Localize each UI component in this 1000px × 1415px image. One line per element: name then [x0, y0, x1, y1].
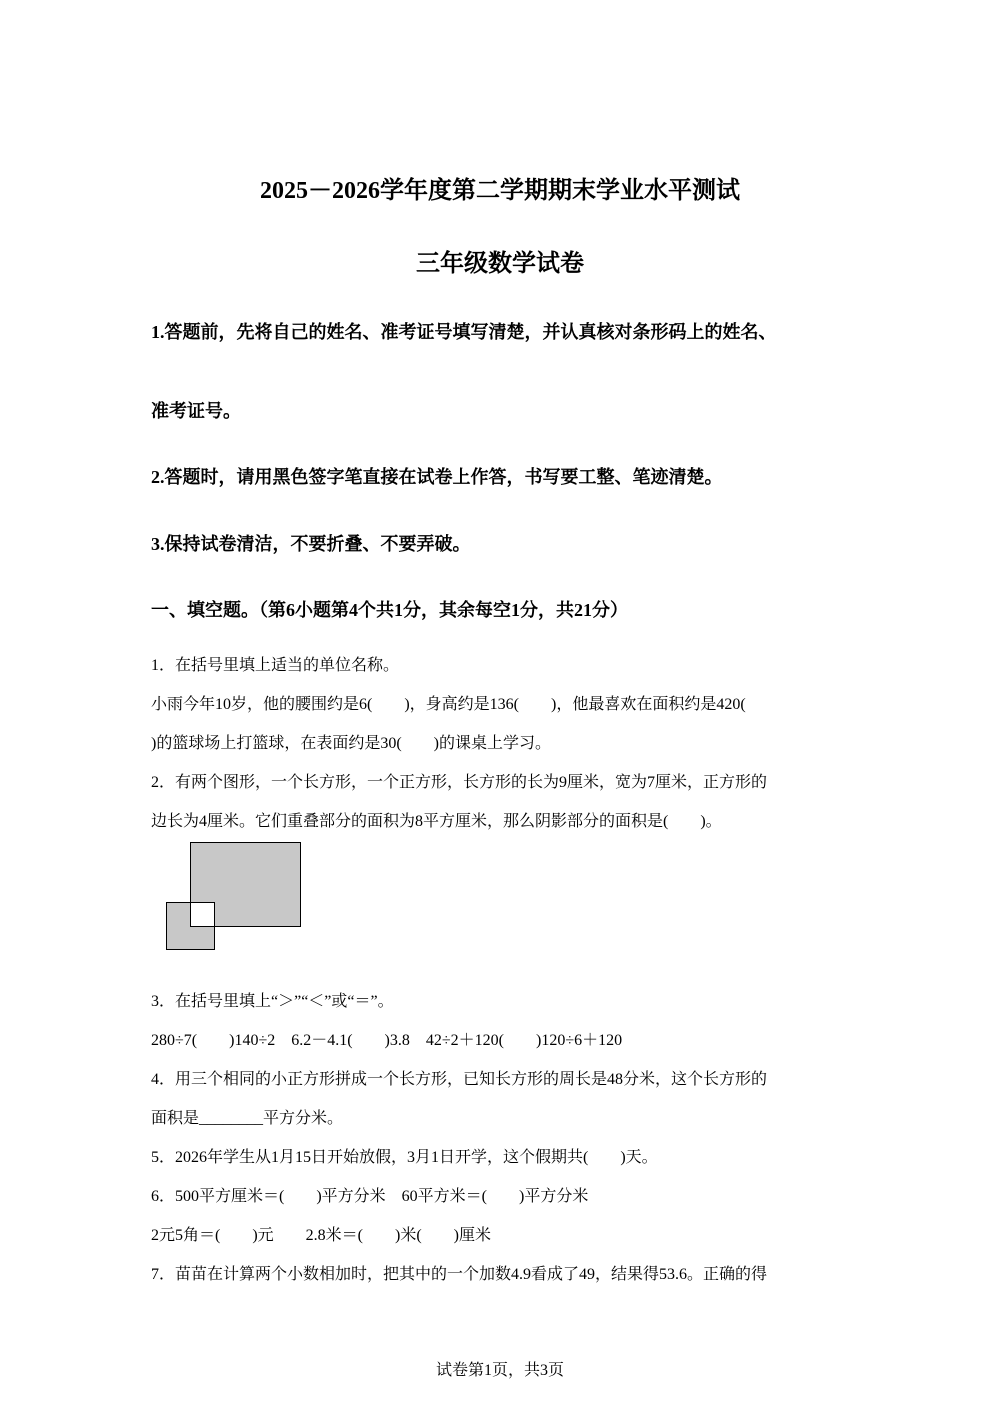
- question-3: 3．在括号里填上“＞”“＜”或“＝”。: [151, 993, 394, 1010]
- instruction-3: 3.保持试卷清洁，不要折叠、不要弄破。: [151, 534, 471, 554]
- question-2: 2．有两个图形，一个长方形，一个正方形，长方形的长为9厘米，宽为7厘米，正方形的: [151, 774, 768, 791]
- section-heading: 一、填空题。（第6小题第4个共1分，其余每空1分，共21分）: [151, 600, 628, 620]
- question-7: 7．苗苗在计算两个小数相加时，把其中的一个加数4.9看成了49，结果得53.6。正确的得: [151, 1266, 768, 1283]
- question-4: 4．用三个相同的小正方形拼成一个长方形，已知长方形的周长是48分米，这个长方形的: [151, 1071, 768, 1088]
- overlap-region: [191, 903, 215, 927]
- question-5: 5．2026年学生从1月15日开始放假，3月1日开学，这个假期共( )天。: [151, 1149, 658, 1166]
- question-1-text: 小雨今年10岁，他的腰围约是6( )，身高约是136( )，他最喜欢在面积约是420(: [151, 696, 746, 713]
- question-4-cont: 面积是________平方分米。: [151, 1110, 344, 1127]
- question-1: 1．在括号里填上适当的单位名称。: [151, 657, 400, 674]
- instruction-2: 2.答题时，请用黑色签字笔直接在试卷上作答，书写要工整、笔迹清楚。: [151, 467, 723, 487]
- exam-title: 2025－2026学年度第二学期期末学业水平测试: [260, 178, 740, 204]
- page-footer: 试卷第1页，共3页: [435, 1362, 564, 1379]
- question-1-text-cont: )的篮球场上打篮球，在表面约是30( )的课桌上学习。: [151, 735, 551, 752]
- question-3-items: 280÷7( )140÷2 6.2－4.1( )3.8 42÷2＋120( )120÷6＋120: [151, 1032, 623, 1049]
- overlap-figure: [164, 840, 304, 952]
- question-6-cont: 2元5角＝( )元 2.8米＝( )米( )厘米: [151, 1227, 491, 1244]
- exam-subtitle: 三年级数学试卷: [416, 251, 584, 277]
- question-2-cont: 边长为4厘米。它们重叠部分的面积为8平方厘米，那么阴影部分的面积是( )。: [151, 813, 722, 830]
- question-6: 6．500平方厘米＝( )平方分米 60平方米＝( )平方分米: [151, 1188, 589, 1205]
- instruction-1-cont: 准考证号。: [151, 401, 241, 421]
- instruction-1: 1.答题前，先将自己的姓名、准考证号填写清楚，并认真核对条形码上的姓名、: [151, 322, 777, 342]
